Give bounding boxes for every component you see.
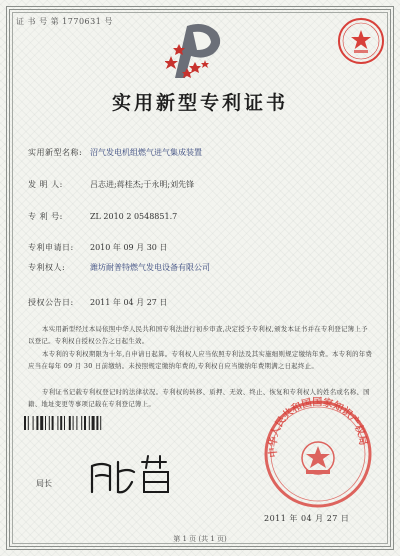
patent-number-value: ZL 2010 2 0548851.7 xyxy=(90,212,178,221)
patent-owner-label: 专利权人: xyxy=(28,263,66,272)
invention-name-value: 沼气发电机组燃气进气集成装置 xyxy=(90,148,202,157)
page-title: 实用新型专利证书 xyxy=(111,92,288,114)
svg-text:中华人民共和国国家知识产权局: 中华人民共和国国家知识产权局 xyxy=(267,397,369,458)
director-signature-icon xyxy=(88,452,178,502)
patent-number-row xyxy=(28,211,177,222)
invention-name-label: 实用新型名称: xyxy=(28,148,83,157)
certificate-number: 证 书 号 第 1770631 号 xyxy=(16,17,113,26)
sipo-logo-icon xyxy=(165,18,235,84)
inventor-row xyxy=(28,179,194,190)
authorization-date-value: 2011 年 04 月 27 日 xyxy=(90,298,168,307)
page-number: 第 1 页 (共 1 页) xyxy=(173,535,227,543)
paragraph-legal-status: 专利证书记载专利权登记时的法律状况。专利权的转移、质押、无效、终止、恢复和专利权人的姓名或名称、国籍、地址变更等事项记载在专利登记簿上。 xyxy=(28,388,370,408)
patent-number-label: 专 利 号: xyxy=(28,212,63,221)
filing-date-row xyxy=(28,242,167,253)
paragraph-term: 本专利的专利权期限为十年,自申请日起算。专利权人应当依照专利法及其实施细则规定缴纳年费。本专利的年费应当在每年 09 月 30 日前缴纳。未按照规定缴纳年费的,专利权自应当缴纳年费期满之日起终止。 xyxy=(28,350,373,370)
filing-date-label: 专利申请日: xyxy=(28,243,74,252)
director-label: 局长 xyxy=(36,479,52,488)
official-seal-icon xyxy=(258,392,378,516)
paragraph-grant: 本实用新型经过本局依照中华人民共和国专利法进行初步审查,决定授予专利权,颁发本证书并在专利登记簿上予以登记。专利权自授权公告之日起生效。 xyxy=(28,325,368,345)
filing-date-value: 2010 年 09 月 30 日 xyxy=(90,243,168,252)
authorization-date-label: 授权公告日: xyxy=(28,298,74,307)
patent-owner-value: 潍坊耐普特燃气发电设备有限公司 xyxy=(90,263,210,272)
patent-owner-row xyxy=(28,262,210,273)
barcode-icon xyxy=(24,415,134,434)
official-stamp-icon xyxy=(336,16,386,70)
inventor-value: 吕志进;蒋桂杰;于永明;刘先锋 xyxy=(90,180,195,189)
issue-date: 2011 年 04 月 27 日 xyxy=(264,514,350,523)
invention-name-row xyxy=(28,147,202,158)
inventor-label: 发 明 人: xyxy=(28,180,63,189)
authorization-date-row xyxy=(28,297,167,308)
